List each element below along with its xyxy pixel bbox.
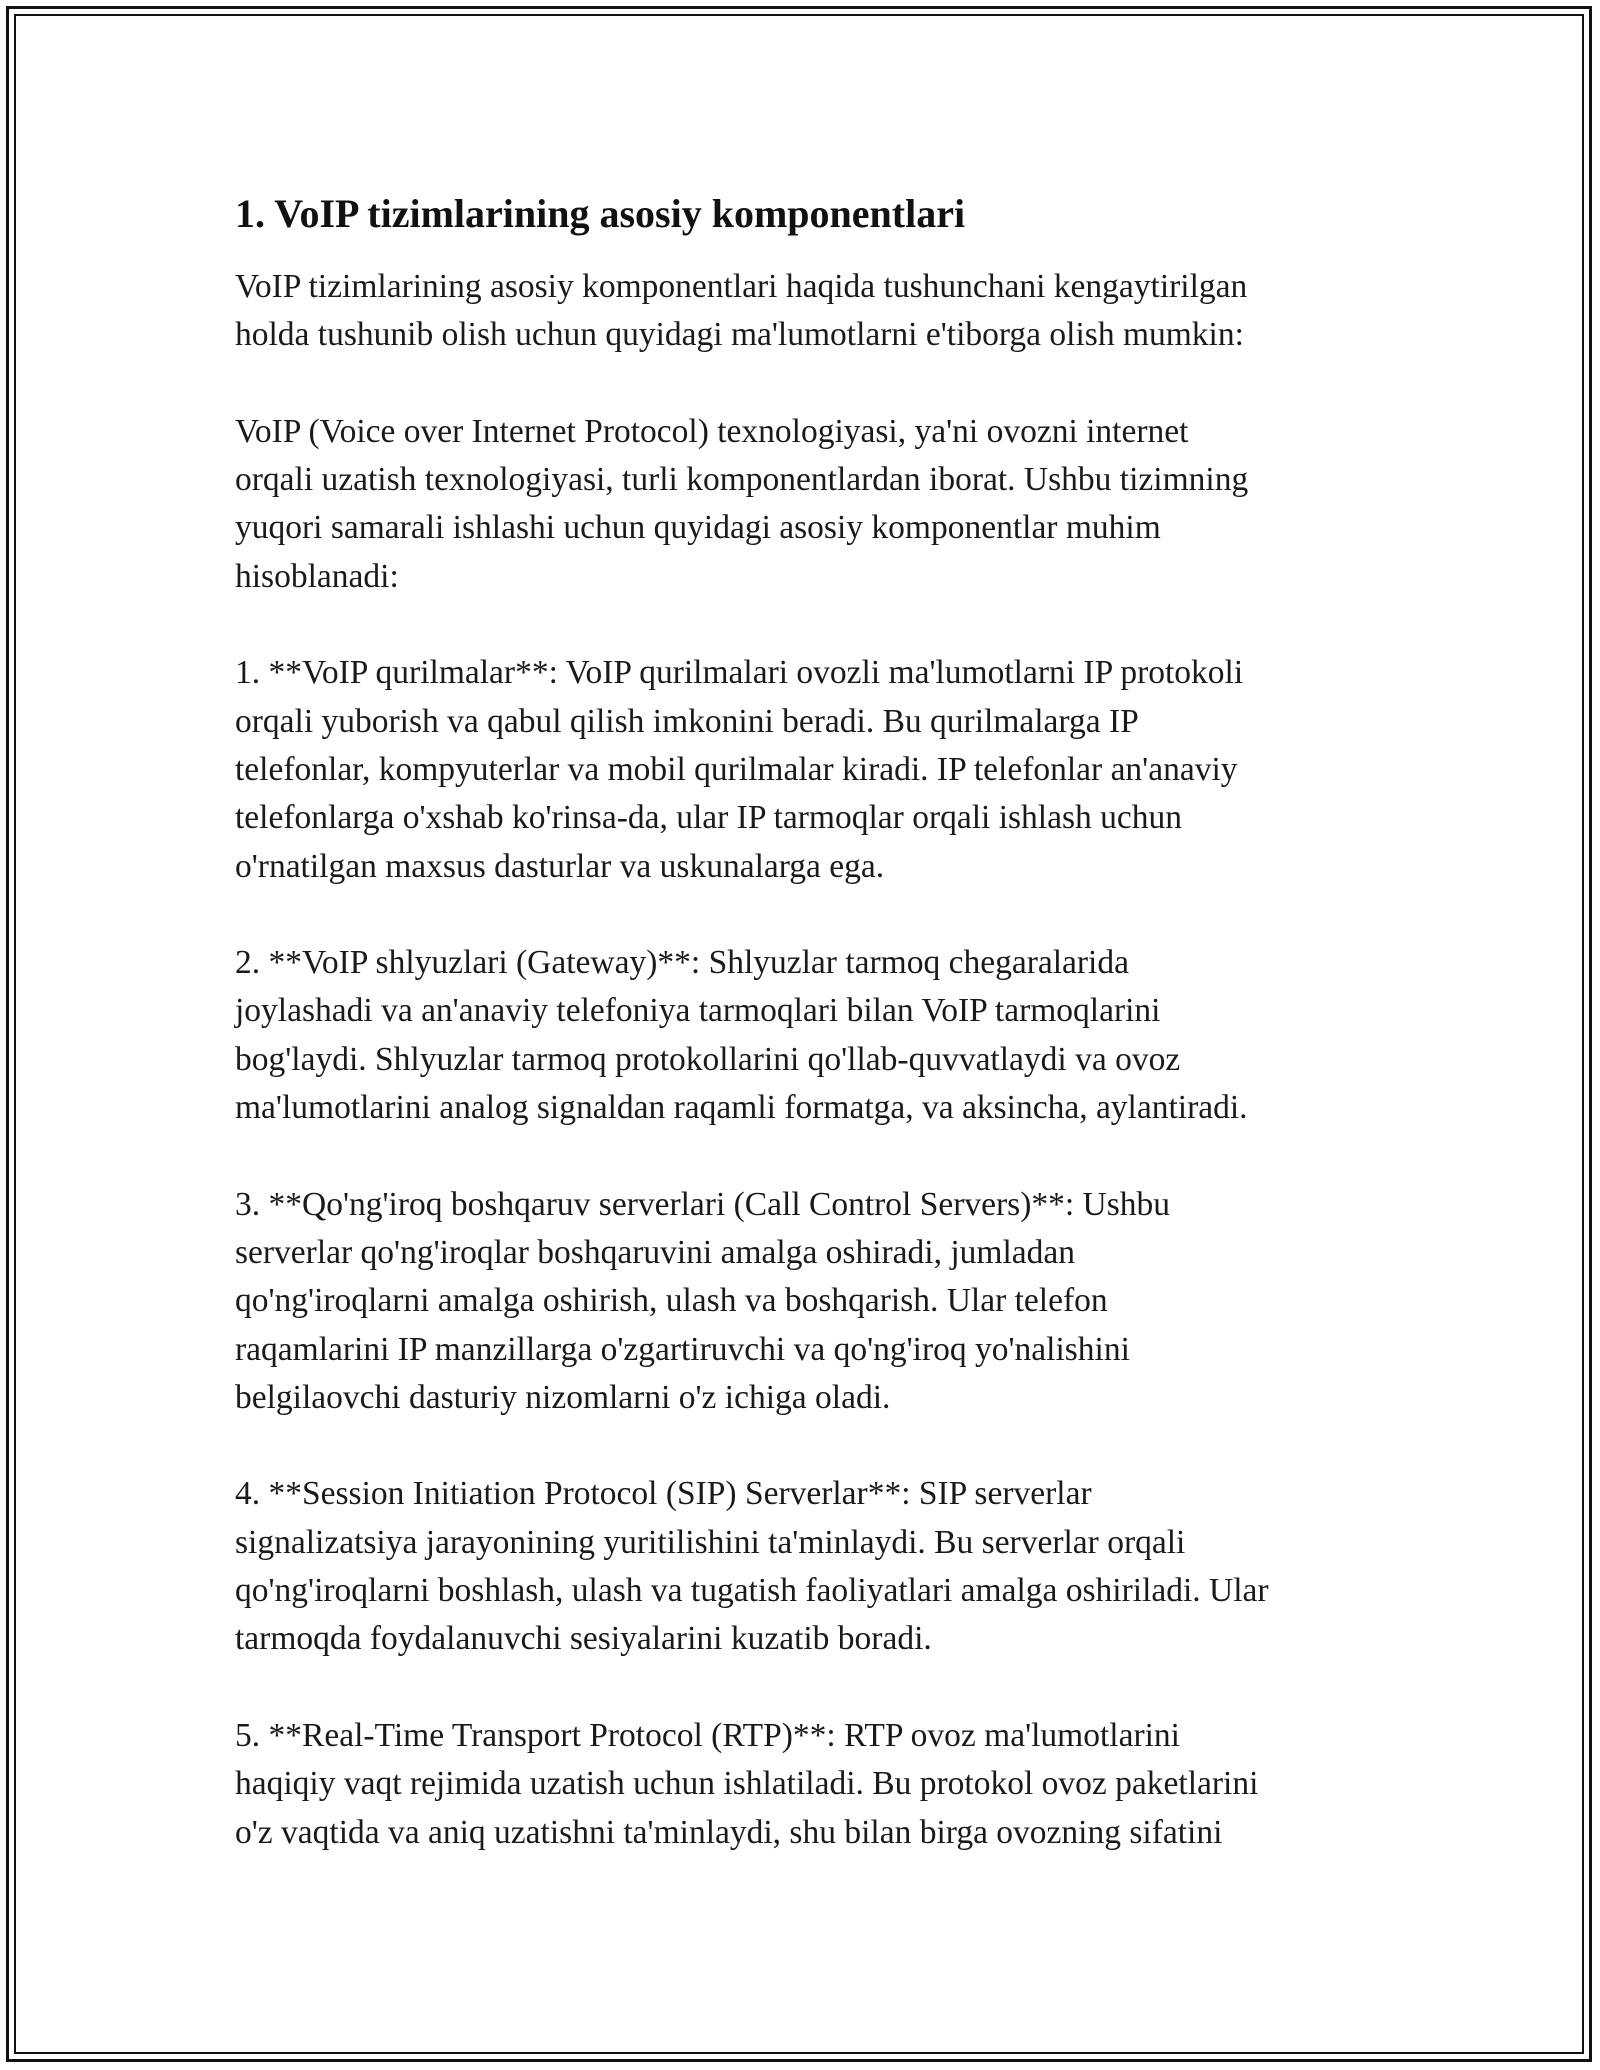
text-line: qo'ng'iroqlarni amalga oshirish, ulash va boshqarish. Ular telefon — [235, 1282, 1108, 1320]
text-line: o'z vaqtida va aniq uzatishni ta'minlaydi, shu bilan birga ovozning sifatini — [235, 1813, 1223, 1851]
text-line: joylashadi va an'anaviy telefoniya tarmoqlari bilan VoIP tarmoqlarini — [235, 992, 1161, 1030]
text-line: VoIP tizimlarining asosiy komponentlari haqida tushunchani kengaytirilgan — [235, 268, 1248, 305]
list-item-voip-gateways — [235, 939, 1385, 1132]
text-line: o'rnatilgan maxsus dasturlar va uskunalarga ega. — [235, 847, 885, 885]
intro-paragraph — [235, 263, 1385, 360]
text-line: haqiqiy vaqt rejimida uzatish uchun ishlatiladi. Bu protokol ovoz paketlarini — [235, 1765, 1259, 1803]
text-line: 5. **Real-Time Transport Protocol (RTP)**: RTP ovoz ma'lumotlarini — [235, 1716, 1180, 1754]
text-line: VoIP (Voice over Internet Protocol) texnologiyasi, ya'ni ovozni internet — [235, 412, 1189, 450]
text-line: orqali uzatish texnologiyasi, turli komponentlardan iborat. Ushbu tizimning — [235, 461, 1249, 499]
text-line: qo'ng'iroqlarni boshlash, ulash va tugatish faoliyatlari amalga oshiriladi. Ular — [235, 1572, 1269, 1610]
document-body — [235, 185, 1385, 1857]
text-line: tarmoqda foydalanuvchi sesiyalarini kuzatib boradi. — [235, 1620, 932, 1658]
text-line: holda tushunib olish uchun quyidagi ma'lumotlarni e'tiborga olish mumkin: — [235, 316, 1244, 354]
list-item-rtp — [235, 1712, 1385, 1857]
list-item-sip-servers — [235, 1470, 1385, 1663]
text-line: belgilaovchi dasturiy nizomlarni o'z ichiga oladi. — [235, 1378, 891, 1416]
text-line: telefonlar, kompyuterlar va mobil qurilmalar kiradi. IP telefonlar an'anaviy — [235, 750, 1238, 788]
text-line: 1. **VoIP qurilmalar**: VoIP qurilmalari ovozli ma'lumotlarni IP protokoli — [235, 654, 1244, 692]
text-line: hisoblanadi: — [235, 557, 399, 595]
text-line: raqamlarini IP manzillarga o'zgartiruvchi va qo'ng'iroq yo'nalishini — [235, 1330, 1130, 1368]
text-line: 4. **Session Initiation Protocol (SIP) Serverlar**: SIP serverlar — [235, 1475, 1092, 1513]
text-line: bog'laydi. Shlyuzlar tarmoq protokollarini qo'llab-quvvatlaydi va ovoz — [235, 1040, 1181, 1078]
text-line: serverlar qo'ng'iroqlar boshqaruvini amalga oshiradi, jumladan — [235, 1233, 1076, 1271]
text-line: telefonlarga o'xshab ko'rinsa-da, ular IP tarmoqlar orqali ishlash uchun — [235, 799, 1183, 837]
text-line: 2. **VoIP shlyuzlari (Gateway)**: Shlyuzlar tarmoq chegaralarida — [235, 944, 1129, 982]
list-item-call-control-servers — [235, 1181, 1385, 1422]
text-line: orqali yuborish va qabul qilish imkonini beradi. Bu qurilmalarga IP — [235, 702, 1139, 740]
text-line: signalizatsiya jarayonining yuritilishini ta'minlaydi. Bu serverlar orqali — [235, 1523, 1186, 1561]
overview-paragraph — [235, 408, 1385, 601]
list-item-voip-devices — [235, 649, 1385, 890]
text-line: 3. **Qo'ng'iroq boshqaruv serverlari (Call Control Servers)**: Ushbu — [235, 1185, 1171, 1223]
text-line: ma'lumotlarini analog signaldan raqamli formatga, va aksincha, aylantiradi. — [235, 1089, 1248, 1127]
text-line: yuqori samarali ishlashi uchun quyidagi asosiy komponentlar muhim — [235, 509, 1161, 547]
section-heading: 1. VoIP tizimlarining asosiy komponentlari — [235, 191, 966, 236]
